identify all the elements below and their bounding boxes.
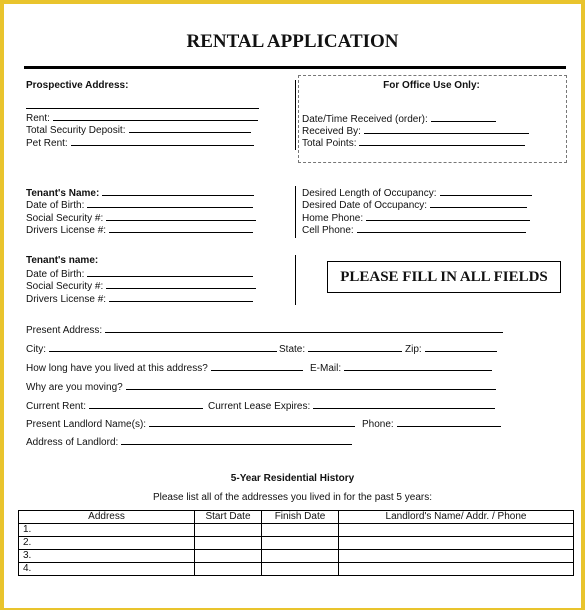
rent-field[interactable]: Rent:: [26, 111, 258, 125]
how-long-field[interactable]: How long have you lived at this address?: [26, 361, 303, 375]
tenant-name-field[interactable]: Tenant's Name:: [26, 186, 254, 200]
landlord-cell[interactable]: [339, 563, 574, 576]
landlord-address-field[interactable]: Address of Landlord:: [26, 435, 352, 449]
cell-phone-field[interactable]: Cell Phone:: [302, 223, 526, 237]
tenant-dob-field[interactable]: Date of Birth:: [26, 198, 253, 212]
security-deposit-field[interactable]: Total Security Deposit:: [26, 123, 251, 137]
table-row: [19, 563, 574, 576]
row-number[interactable]: 3.: [19, 550, 195, 563]
column-header-landlord: Landlord's Name/ Addr. / Phone: [339, 511, 574, 524]
finish-date-cell[interactable]: [262, 563, 339, 576]
prospective-address-line[interactable]: [26, 108, 259, 109]
occupancy-date-field[interactable]: Desired Date of Occupancy:: [302, 198, 527, 212]
column-header-finish-date: Finish Date: [262, 511, 339, 524]
tenant-ssn-field[interactable]: Social Security #:: [26, 211, 256, 225]
history-instruction: Please list all of the addresses you lived in for the past 5 years:: [152, 492, 433, 503]
total-points-field[interactable]: Total Points:: [302, 136, 525, 150]
row-number[interactable]: 2.: [19, 537, 195, 550]
email-field[interactable]: E-Mail:: [310, 361, 492, 375]
start-date-cell[interactable]: [195, 537, 262, 550]
start-date-cell[interactable]: [195, 550, 262, 563]
start-date-cell[interactable]: [195, 524, 262, 537]
rental-application-page: [4, 4, 581, 608]
page-title: RENTAL APPLICATION: [186, 31, 399, 52]
table-row: [19, 537, 574, 550]
landlord-cell[interactable]: [339, 524, 574, 537]
pet-rent-field[interactable]: Pet Rent:: [26, 136, 254, 150]
state-field[interactable]: State:: [279, 342, 402, 356]
tenant2-ssn-field[interactable]: Social Security #:: [26, 279, 256, 293]
current-rent-field[interactable]: Current Rent:: [26, 399, 203, 413]
tenant2-dob-field[interactable]: Date of Birth:: [26, 267, 253, 281]
fill-all-fields-notice: PLEASE FILL IN ALL FIELDS: [327, 261, 561, 293]
finish-date-cell[interactable]: [262, 537, 339, 550]
start-date-cell[interactable]: [195, 563, 262, 576]
title-divider: [24, 66, 566, 69]
table-row: [19, 524, 574, 537]
zip-field[interactable]: Zip:: [405, 342, 497, 356]
history-heading: 5-Year Residential History: [230, 473, 355, 484]
table-header-row: [19, 511, 574, 524]
prospective-address-heading: Prospective Address:: [26, 80, 129, 91]
finish-date-cell[interactable]: [262, 524, 339, 537]
tenant2-name-heading: Tenant's name:: [26, 255, 99, 266]
table-row: [19, 550, 574, 563]
divider-vertical-3: [295, 255, 296, 305]
landlord-name-field[interactable]: Present Landlord Name(s):: [26, 417, 355, 431]
residential-history-table: [18, 510, 574, 576]
why-moving-field[interactable]: Why are you moving?: [26, 380, 496, 394]
lease-expires-field[interactable]: Current Lease Expires:: [208, 399, 495, 413]
row-number[interactable]: 1.: [19, 524, 195, 537]
occupancy-length-field[interactable]: Desired Length of Occupancy:: [302, 186, 532, 200]
office-use-heading: For Office Use Only:: [383, 80, 480, 91]
received-by-field[interactable]: Received By:: [302, 124, 529, 138]
landlord-cell[interactable]: [339, 537, 574, 550]
tenant2-license-field[interactable]: Drivers License #:: [26, 292, 253, 306]
home-phone-field[interactable]: Home Phone:: [302, 211, 530, 225]
tenant-license-field[interactable]: Drivers License #:: [26, 223, 253, 237]
column-header-start-date: Start Date: [195, 511, 262, 524]
landlord-cell[interactable]: [339, 550, 574, 563]
city-field[interactable]: City:: [26, 342, 277, 356]
divider-vertical-1: [295, 80, 296, 150]
row-number[interactable]: 4.: [19, 563, 195, 576]
date-time-received-field[interactable]: Date/Time Received (order):: [302, 112, 496, 126]
landlord-phone-field[interactable]: Phone:: [362, 417, 501, 431]
finish-date-cell[interactable]: [262, 550, 339, 563]
column-header-address: Address: [19, 511, 195, 524]
divider-vertical-2: [295, 186, 296, 238]
present-address-field[interactable]: Present Address:: [26, 323, 503, 337]
